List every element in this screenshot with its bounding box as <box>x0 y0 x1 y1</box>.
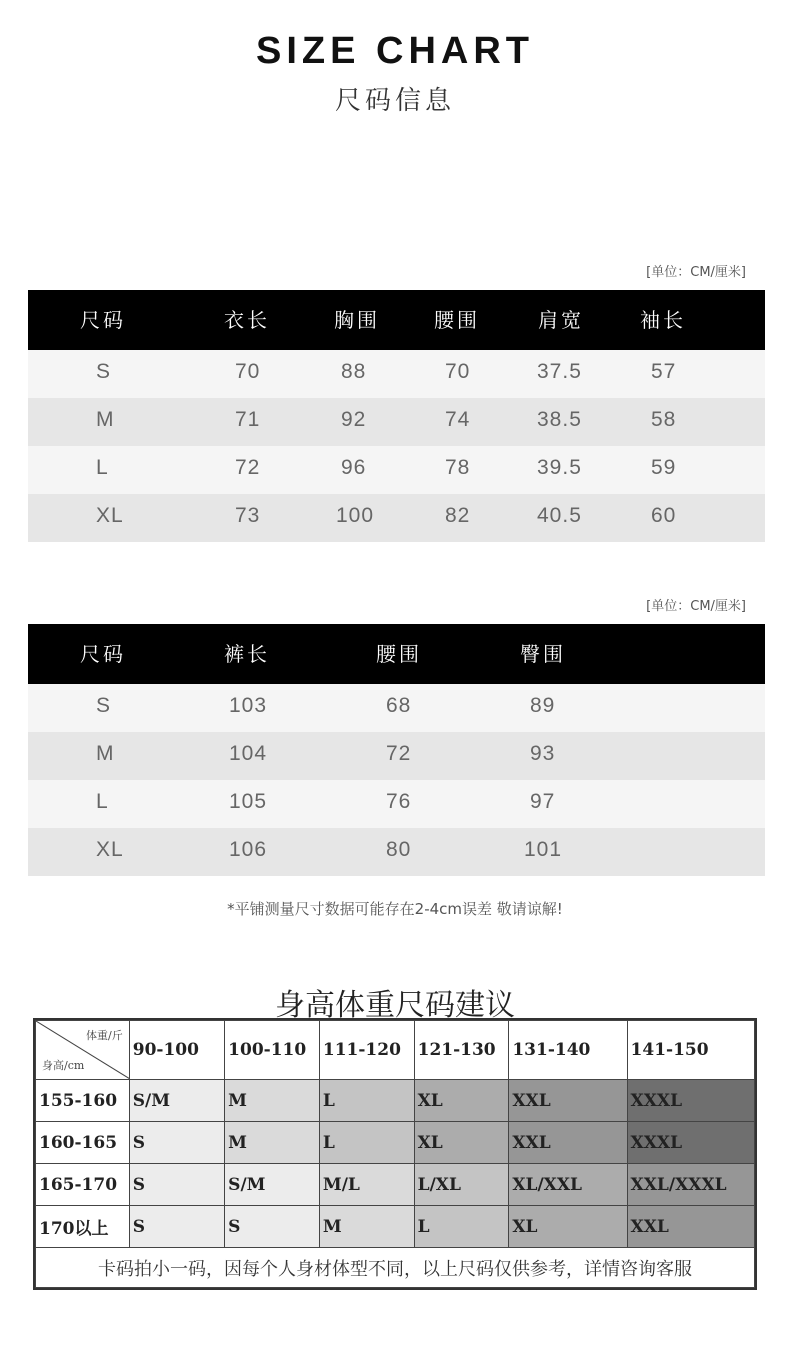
cell-hip: 89 <box>530 694 556 717</box>
cell-waist: 82 <box>445 504 471 527</box>
column-header: 裤长 <box>224 642 270 666</box>
cell-hip: 101 <box>524 838 563 861</box>
size-cell: S <box>129 1206 224 1248</box>
cell-length: 71 <box>235 408 261 431</box>
weight-range: 141-150 <box>627 1021 754 1080</box>
column-header: 腰围 <box>434 308 480 332</box>
cell-waist: 72 <box>386 742 412 765</box>
cell-waist: 78 <box>445 456 471 479</box>
cell-size: L <box>96 790 109 813</box>
cell-hip: 97 <box>530 790 556 813</box>
cell-size: XL <box>96 504 124 527</box>
table-row <box>28 732 765 780</box>
size-cell: XXL/XXXL <box>627 1164 754 1206</box>
corner-height-label: 身高/cm <box>42 1059 85 1072</box>
column-header: 衣长 <box>224 308 270 332</box>
size-cell: XL <box>414 1122 509 1164</box>
cell-size: S <box>96 360 112 383</box>
height-row <box>36 1206 755 1248</box>
size-cell: XXL <box>627 1206 754 1248</box>
cell-shoulder: 40.5 <box>537 504 582 527</box>
cell-length: 72 <box>235 456 261 479</box>
height-range: 155-160 <box>36 1080 130 1122</box>
size-cell: XL <box>509 1206 627 1248</box>
table-row <box>28 828 765 876</box>
size-cell: L <box>414 1206 509 1248</box>
weight-range: 121-130 <box>414 1021 509 1080</box>
column-header: 腰围 <box>376 642 422 666</box>
top-table-unit: [单位：CM/厘米] <box>646 265 746 280</box>
size-cell: M/L <box>319 1164 414 1206</box>
size-cell: S <box>129 1164 224 1206</box>
column-header: 尺码 <box>80 308 126 332</box>
table-row <box>28 494 765 542</box>
height-range: 165-170 <box>36 1164 130 1206</box>
table-row <box>28 398 765 446</box>
cell-shoulder: 39.5 <box>537 456 582 479</box>
corner-cell <box>36 1021 130 1080</box>
cell-size: L <box>96 456 109 479</box>
column-header: 尺码 <box>80 642 126 666</box>
weight-range: 111-120 <box>319 1021 414 1080</box>
cell-shoulder: 37.5 <box>537 360 582 383</box>
size-cell: XXXL <box>627 1122 754 1164</box>
table-row <box>28 350 765 398</box>
page-subtitle: 尺码信息 <box>334 86 455 116</box>
cell-waist: 80 <box>386 838 412 861</box>
cell-shoulder: 38.5 <box>537 408 582 431</box>
cell-hip: 93 <box>530 742 556 765</box>
size-cell: L/XL <box>414 1164 509 1206</box>
bottom-size-table <box>28 624 765 876</box>
size-cell: L <box>319 1080 414 1122</box>
cell-sleeve: 58 <box>651 408 677 431</box>
cell-waist: 76 <box>386 790 412 813</box>
cell-sleeve: 59 <box>651 456 677 479</box>
recommendation-table <box>33 1018 757 1290</box>
cell-pants-length: 104 <box>229 742 268 765</box>
height-row <box>36 1164 755 1206</box>
cell-sleeve: 57 <box>651 360 677 383</box>
weight-range: 90-100 <box>129 1021 224 1080</box>
cell-size: S <box>96 694 112 717</box>
recommendation-title: 身高体重尺码建议 <box>275 988 515 1023</box>
column-header: 臀围 <box>520 642 566 666</box>
cell-sleeve: 60 <box>651 504 677 527</box>
cell-waist: 70 <box>445 360 471 383</box>
size-cell: XXL <box>509 1080 627 1122</box>
weight-range: 100-110 <box>225 1021 320 1080</box>
cell-size: XL <box>96 838 124 861</box>
size-cell: XXL <box>509 1122 627 1164</box>
cell-size: M <box>96 742 115 765</box>
column-header: 肩宽 <box>538 308 584 332</box>
footer-row <box>36 1248 755 1288</box>
height-row <box>36 1122 755 1164</box>
column-header: 袖长 <box>640 308 686 332</box>
top-size-table <box>28 290 765 542</box>
size-cell: XXXL <box>627 1080 754 1122</box>
measurement-note: *平铺测量尺寸数据可能存在2-4cm误差 敬请谅解! <box>227 900 563 918</box>
cell-pants-length: 105 <box>229 790 268 813</box>
table-row <box>28 684 765 732</box>
table-header <box>28 624 765 684</box>
height-row <box>36 1080 755 1122</box>
page-title: SIZE CHART <box>256 30 534 72</box>
weight-range: 131-140 <box>509 1021 627 1080</box>
column-header: 胸围 <box>334 308 380 332</box>
table-header <box>28 290 765 350</box>
cell-chest: 92 <box>341 408 367 431</box>
corner-weight-label: 体重/斤 <box>86 1029 123 1042</box>
cell-pants-length: 103 <box>229 694 268 717</box>
cell-pants-length: 106 <box>229 838 268 861</box>
cell-waist: 74 <box>445 408 471 431</box>
height-range: 170以上 <box>36 1206 130 1248</box>
cell-size: M <box>96 408 115 431</box>
size-cell: M <box>225 1080 320 1122</box>
size-cell: M <box>319 1206 414 1248</box>
size-cell: S/M <box>225 1164 320 1206</box>
cell-length: 70 <box>235 360 261 383</box>
bottom-table-unit: [单位：CM/厘米] <box>646 599 746 614</box>
height-range: 160-165 <box>36 1122 130 1164</box>
size-cell: S <box>225 1206 320 1248</box>
size-cell: XL <box>414 1080 509 1122</box>
table-row <box>28 780 765 828</box>
cell-chest: 88 <box>341 360 367 383</box>
cell-length: 73 <box>235 504 261 527</box>
size-cell: S <box>129 1122 224 1164</box>
size-cell: XL/XXL <box>509 1164 627 1206</box>
table-row <box>28 446 765 494</box>
weight-header-row <box>36 1021 755 1080</box>
size-cell: L <box>319 1122 414 1164</box>
recommendation-footer: 卡码拍小一码，因每个人身材体型不同，以上尺码仅供参考，详情咨询客服 <box>36 1248 755 1288</box>
cell-waist: 68 <box>386 694 412 717</box>
cell-chest: 96 <box>341 456 367 479</box>
size-cell: S/M <box>129 1080 224 1122</box>
cell-chest: 100 <box>336 504 375 527</box>
size-cell: M <box>225 1122 320 1164</box>
